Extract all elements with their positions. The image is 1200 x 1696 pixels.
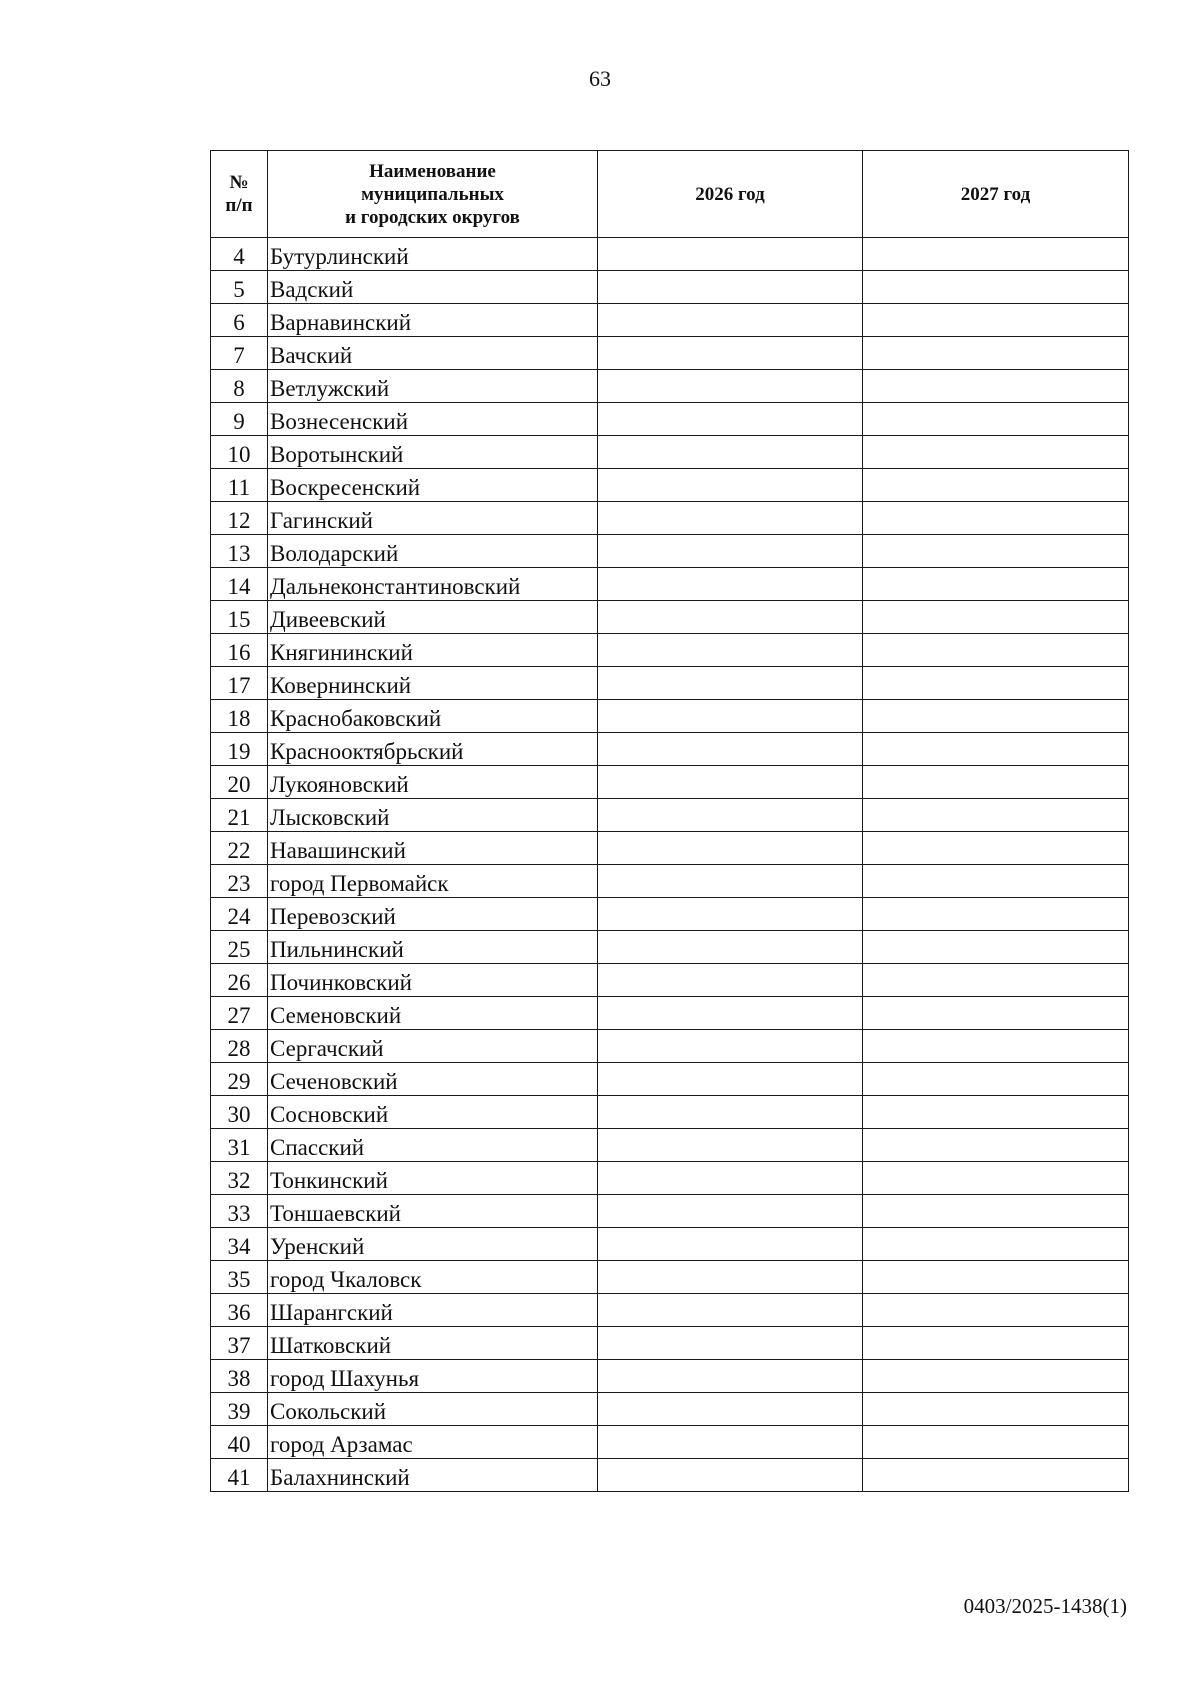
row-value-2026: [598, 766, 863, 799]
row-value-2027: [863, 304, 1129, 337]
table-row: [211, 403, 1129, 436]
row-name: Ковернинский: [268, 667, 598, 700]
row-number: 5: [211, 271, 268, 304]
row-value-2027: [863, 1162, 1129, 1195]
row-number: 13: [211, 535, 268, 568]
row-value-2027: [863, 271, 1129, 304]
row-value-2026: [598, 403, 863, 436]
row-value-2026: [598, 733, 863, 766]
table-row: [211, 1228, 1129, 1261]
row-value-2026: [598, 601, 863, 634]
row-name: Бутурлинский: [268, 238, 598, 271]
row-number: 18: [211, 700, 268, 733]
row-number: 12: [211, 502, 268, 535]
table-row: [211, 271, 1129, 304]
row-value-2027: [863, 766, 1129, 799]
table-row: [211, 1162, 1129, 1195]
row-value-2026: [598, 469, 863, 502]
row-value-2027: [863, 634, 1129, 667]
row-name: Ветлужский: [268, 370, 598, 403]
row-value-2026: [598, 370, 863, 403]
table-row: [211, 304, 1129, 337]
row-value-2026: [598, 1393, 863, 1426]
table-row: [211, 1030, 1129, 1063]
table-row: [211, 1393, 1129, 1426]
row-number: 29: [211, 1063, 268, 1096]
table-row: [211, 502, 1129, 535]
row-value-2026: [598, 1228, 863, 1261]
row-value-2027: [863, 931, 1129, 964]
row-number: 36: [211, 1294, 268, 1327]
row-value-2027: [863, 997, 1129, 1030]
row-name: Вадский: [268, 271, 598, 304]
row-value-2026: [598, 1261, 863, 1294]
row-value-2026: [598, 1459, 863, 1492]
row-name: Лысковский: [268, 799, 598, 832]
row-value-2026: [598, 1129, 863, 1162]
table-row: [211, 733, 1129, 766]
table-row: [211, 667, 1129, 700]
table-header-row: [211, 151, 1129, 238]
row-value-2026: [598, 832, 863, 865]
row-name: Пильнинский: [268, 931, 598, 964]
row-number: 38: [211, 1360, 268, 1393]
row-value-2027: [863, 799, 1129, 832]
table-row: [211, 766, 1129, 799]
row-value-2027: [863, 568, 1129, 601]
row-value-2027: [863, 403, 1129, 436]
row-number: 33: [211, 1195, 268, 1228]
row-value-2026: [598, 1294, 863, 1327]
row-value-2026: [598, 1063, 863, 1096]
row-value-2027: [863, 601, 1129, 634]
table-row: [211, 238, 1129, 271]
row-name: Сергачский: [268, 1030, 598, 1063]
row-value-2026: [598, 1195, 863, 1228]
row-number: 9: [211, 403, 268, 436]
row-value-2026: [598, 337, 863, 370]
table-row: [211, 799, 1129, 832]
row-name: Вознесенский: [268, 403, 598, 436]
row-value-2027: [863, 667, 1129, 700]
row-name: город Арзамас: [268, 1426, 598, 1459]
row-name: Княгининский: [268, 634, 598, 667]
table-row: [211, 1261, 1129, 1294]
row-value-2027: [863, 964, 1129, 997]
row-value-2027: [863, 733, 1129, 766]
row-value-2027: [863, 1426, 1129, 1459]
row-value-2027: [863, 1459, 1129, 1492]
header-number: № п/п: [211, 151, 268, 238]
table-row: [211, 535, 1129, 568]
row-number: 19: [211, 733, 268, 766]
table-row: [211, 436, 1129, 469]
row-name: Спасский: [268, 1129, 598, 1162]
row-name: Балахнинский: [268, 1459, 598, 1492]
row-name: Семеновский: [268, 997, 598, 1030]
row-value-2027: [863, 898, 1129, 931]
row-value-2027: [863, 1360, 1129, 1393]
row-value-2027: [863, 832, 1129, 865]
row-value-2026: [598, 634, 863, 667]
row-value-2026: [598, 964, 863, 997]
table-row: [211, 1426, 1129, 1459]
row-number: 23: [211, 865, 268, 898]
row-value-2026: [598, 931, 863, 964]
row-name: Починковский: [268, 964, 598, 997]
table-row: [211, 1327, 1129, 1360]
row-number: 20: [211, 766, 268, 799]
table-row: [211, 832, 1129, 865]
row-value-2026: [598, 1426, 863, 1459]
row-name: Сосновский: [268, 1096, 598, 1129]
row-value-2026: [598, 799, 863, 832]
table-row: [211, 469, 1129, 502]
row-number: 40: [211, 1426, 268, 1459]
row-value-2026: [598, 700, 863, 733]
row-name: Краснобаковский: [268, 700, 598, 733]
row-number: 26: [211, 964, 268, 997]
row-value-2026: [598, 436, 863, 469]
row-value-2026: [598, 271, 863, 304]
row-number: 21: [211, 799, 268, 832]
document-code: 0403/2025-1438(1): [963, 1594, 1127, 1618]
row-number: 7: [211, 337, 268, 370]
row-value-2027: [863, 1129, 1129, 1162]
row-value-2027: [863, 865, 1129, 898]
table-row: [211, 1129, 1129, 1162]
row-name: Тоншаевский: [268, 1195, 598, 1228]
row-value-2027: [863, 436, 1129, 469]
row-name: Перевозский: [268, 898, 598, 931]
row-value-2027: [863, 1327, 1129, 1360]
row-number: 6: [211, 304, 268, 337]
municipalities-table: [210, 150, 1129, 1492]
row-value-2026: [598, 1162, 863, 1195]
row-number: 25: [211, 931, 268, 964]
row-number: 24: [211, 898, 268, 931]
row-number: 4: [211, 238, 268, 271]
row-number: 22: [211, 832, 268, 865]
row-number: 27: [211, 997, 268, 1030]
header-2027: 2027 год: [863, 151, 1129, 238]
row-value-2027: [863, 1228, 1129, 1261]
row-value-2026: [598, 667, 863, 700]
row-number: 41: [211, 1459, 268, 1492]
table-row: [211, 700, 1129, 733]
row-number: 8: [211, 370, 268, 403]
row-number: 11: [211, 469, 268, 502]
row-number: 14: [211, 568, 268, 601]
row-name: Дальнеконстантиновский: [268, 568, 598, 601]
table-row: [211, 370, 1129, 403]
row-name: Сеченовский: [268, 1063, 598, 1096]
row-value-2026: [598, 568, 863, 601]
table-row: [211, 1096, 1129, 1129]
row-value-2027: [863, 502, 1129, 535]
row-number: 32: [211, 1162, 268, 1195]
row-value-2026: [598, 502, 863, 535]
row-value-2027: [863, 1261, 1129, 1294]
row-value-2027: [863, 370, 1129, 403]
row-value-2027: [863, 1096, 1129, 1129]
row-number: 37: [211, 1327, 268, 1360]
row-value-2027: [863, 469, 1129, 502]
row-name: город Чкаловск: [268, 1261, 598, 1294]
row-value-2026: [598, 1360, 863, 1393]
table-row: [211, 865, 1129, 898]
row-name: Лукояновский: [268, 766, 598, 799]
row-number: 31: [211, 1129, 268, 1162]
row-name: Воскресенский: [268, 469, 598, 502]
row-name: Вачский: [268, 337, 598, 370]
row-value-2026: [598, 997, 863, 1030]
row-number: 15: [211, 601, 268, 634]
row-value-2026: [598, 304, 863, 337]
row-number: 17: [211, 667, 268, 700]
row-value-2026: [598, 535, 863, 568]
table-row: [211, 964, 1129, 997]
table-row: [211, 898, 1129, 931]
row-value-2026: [598, 865, 863, 898]
row-name: Володарский: [268, 535, 598, 568]
table-row: [211, 1294, 1129, 1327]
row-name: Тонкинский: [268, 1162, 598, 1195]
row-value-2027: [863, 337, 1129, 370]
row-value-2027: [863, 535, 1129, 568]
row-number: 35: [211, 1261, 268, 1294]
table-row: [211, 568, 1129, 601]
row-name: Дивеевский: [268, 601, 598, 634]
table-row: [211, 1195, 1129, 1228]
row-name: Навашинский: [268, 832, 598, 865]
table-row: [211, 931, 1129, 964]
table-row: [211, 1063, 1129, 1096]
table-row: [211, 997, 1129, 1030]
row-value-2027: [863, 1393, 1129, 1426]
row-value-2026: [598, 1030, 863, 1063]
row-name: Краснооктябрьский: [268, 733, 598, 766]
table-row: [211, 1360, 1129, 1393]
row-number: 39: [211, 1393, 268, 1426]
row-value-2027: [863, 1294, 1129, 1327]
table-row: [211, 1459, 1129, 1492]
table-body: [211, 238, 1129, 1492]
row-name: Воротынский: [268, 436, 598, 469]
row-name: Гагинский: [268, 502, 598, 535]
row-name: Сокольский: [268, 1393, 598, 1426]
table-row: [211, 601, 1129, 634]
row-name: город Первомайск: [268, 865, 598, 898]
row-number: 34: [211, 1228, 268, 1261]
row-value-2027: [863, 1030, 1129, 1063]
row-name: город Шахунья: [268, 1360, 598, 1393]
row-value-2027: [863, 238, 1129, 271]
row-number: 30: [211, 1096, 268, 1129]
row-number: 28: [211, 1030, 268, 1063]
row-value-2026: [598, 898, 863, 931]
row-name: Шарангский: [268, 1294, 598, 1327]
row-value-2027: [863, 700, 1129, 733]
row-value-2027: [863, 1063, 1129, 1096]
row-number: 16: [211, 634, 268, 667]
table-row: [211, 634, 1129, 667]
row-name: Шатковский: [268, 1327, 598, 1360]
table-row: [211, 337, 1129, 370]
row-name: Уренский: [268, 1228, 598, 1261]
header-name: Наименование муниципальных и городских округов: [268, 151, 598, 238]
header-2026: 2026 год: [598, 151, 863, 238]
row-name: Варнавинский: [268, 304, 598, 337]
page-number: 63: [589, 66, 611, 91]
row-value-2027: [863, 1195, 1129, 1228]
row-value-2026: [598, 1096, 863, 1129]
row-value-2026: [598, 1327, 863, 1360]
row-value-2026: [598, 238, 863, 271]
row-number: 10: [211, 436, 268, 469]
